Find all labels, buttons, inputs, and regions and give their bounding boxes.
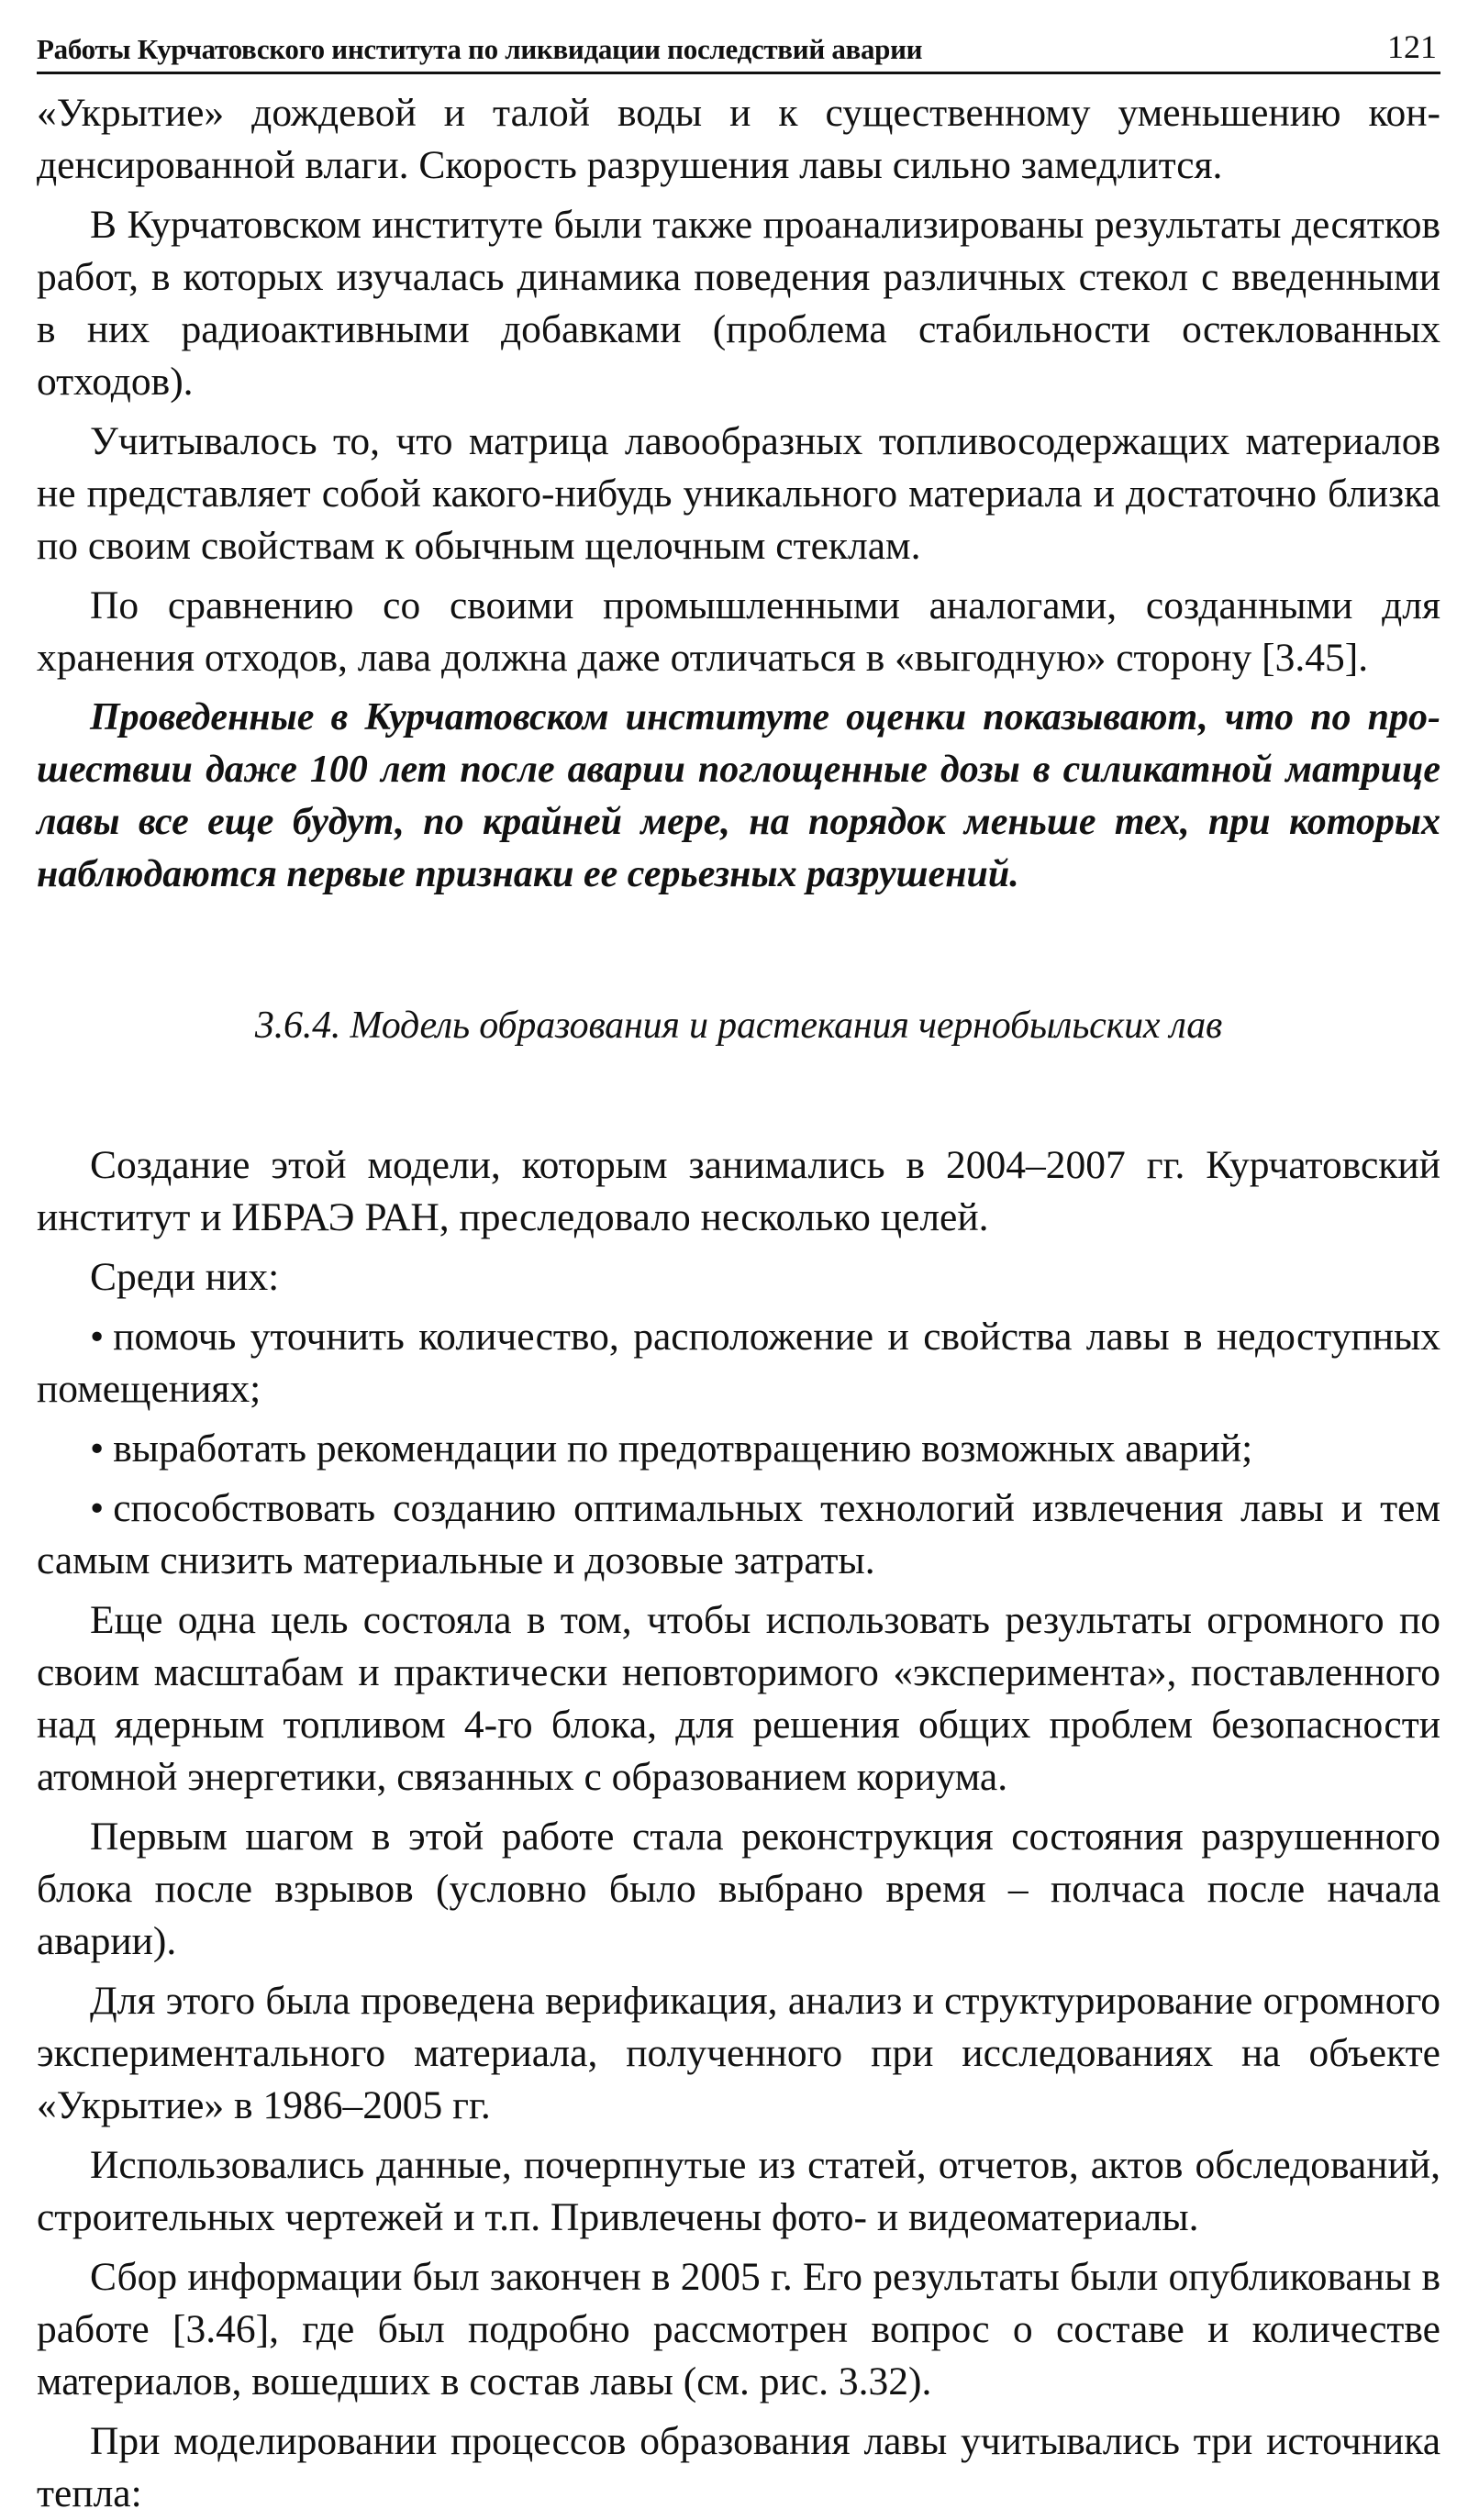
list-item-text: способствовать созданию оптимальных технологий извлечения лавы и тем самым снизить материальные и дозовые затраты.: [37, 1486, 1440, 1582]
bullet-icon: •: [90, 1427, 105, 1471]
running-header: [37, 18, 1440, 74]
section-intro-paragraph: Создание этой модели, которым занимались в 2004–2007 гг. Курчатовский институт и ИБРАЭ РАН, преследовало несколько целей.: [37, 1143, 1440, 1239]
paragraph: По сравнению со своими промышленными аналогами, созданными для хранения отходов, лава должна даже отличаться в «выгодную» сторону [3.45].: [37, 583, 1440, 680]
paragraph: Еще одна цель состояла в том, чтобы использовать результаты огромного по своим масштабам и практически неповторимого «эксперимента», поставленного над ядерным топливом 4-го блока, для решения общих проблем безопасности атомной энергетики, связанных с образованием кориума.: [37, 1598, 1440, 1799]
list-item: [37, 1482, 1440, 1587]
paragraph: Для этого была проведена верификация, анализ и структурирование огромного экспериментального материала, полученного при исследованиях на объекте «Укрытие» в 1986–2005 гг.: [37, 1979, 1440, 2127]
paragraph: Использовались данные, почерпнутые из статей, отчетов, актов обследований, строительных чертежей и т.п. Привлечены фото- и видеоматериалы.: [37, 2143, 1440, 2239]
document-page: [37, 18, 1440, 2515]
list-item: [37, 1423, 1440, 1475]
bullet-icon: •: [90, 1315, 105, 1359]
bullet-icon: •: [90, 1486, 105, 1530]
page-number: 121: [1387, 28, 1437, 65]
list-item: [37, 1311, 1440, 1415]
list-item-text: выработать рекомендации по предотвращению возможных аварий;: [113, 1427, 1253, 1471]
list-lead: Среди них:: [90, 1255, 280, 1299]
conclusion-paragraph: Проведенные в Курчатовском институте оценки показывают, что по прошествии даже 100 лет после аварии поглощенные дозы в силикатной матрице лавы все еще будут, по крайней мере, на порядок меньше тех, при которых наблюдаются первые признаки ее серьезных разрушений.: [37, 696, 1440, 895]
paragraph-continuation: «Укрытие» дождевой и талой воды и к существенному уменьшению конденсированной влаги. Скорость разрушения лавы сильно замедлится.: [37, 91, 1440, 187]
list-item-text: помочь уточнить количество, расположение и свойства лавы в недоступных помещениях;: [37, 1315, 1440, 1411]
section-heading: 3.6.4. Модель образования и растекания чернобыльских лав: [254, 1005, 1223, 1047]
paragraph: При моделировании процессов образования лавы учитывались три источника тепла:: [37, 2419, 1440, 2515]
paragraph: В Курчатовском институте были также проанализированы результаты десятков работ, в которых изучалась динамика поведения различных стекол с введенными в них радиоактивными добавками (проблема стабильности остеклованных отходов).: [37, 203, 1440, 404]
paragraph: Сбор информации был закончен в 2005 г. Его результаты были опубликованы в работе [3.46], где был подробно рассмотрен вопрос о составе и количестве материалов, вошедших в состав лавы (см. рис. 3.32).: [37, 2255, 1440, 2403]
paragraph: Первым шагом в этой работе стала реконструкция состояния разрушенного блока после взрывов (условно было выбрано время – полчаса после начала аварии).: [37, 1815, 1440, 1963]
paragraph: Учитывалось то, что матрица лавообразных топливосодержащих материалов не представляет собой какого-нибудь уникального материала и достаточно близка по своим свойствам к обычным щелочным стеклам.: [37, 419, 1440, 568]
body-text: [37, 87, 1440, 2520]
running-title: Работы Курчатовского института по ликвидации последствий аварии: [37, 33, 923, 65]
